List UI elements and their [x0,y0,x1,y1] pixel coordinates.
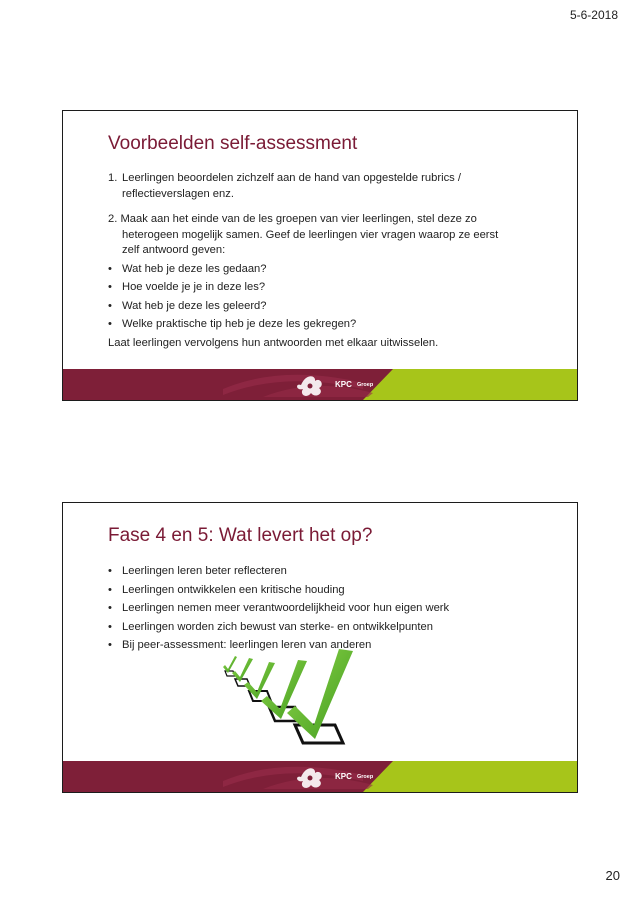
list-item: • Bij peer-assessment: leerlingen leren van anderen [108,638,558,654]
item-number: 1. [108,172,118,184]
slide-body [108,171,558,351]
item-text-continued: reflectieverslagen enz. [122,187,234,200]
logo-subtext: Groep [357,382,374,388]
slide-title: Fase 4 en 5: Wat levert het op? [108,525,373,546]
slide-title: Voorbeelden self-assessment [108,133,358,154]
list-item: • Welke praktische tip heb je deze les gekregen? [108,317,558,333]
numbered-item-2: 2. Maak aan het einde van de les groepen van vier leerlingen, stel deze zo [108,213,477,225]
logo-text: KPC [335,380,352,389]
bullet-icon: • [108,318,112,330]
item-text: Leerlingen beoordelen zichzelf aan de hand van opgestelde rubrics / [122,172,461,184]
list-item: • Wat heb je deze les geleerd? [108,299,558,315]
bullet-icon: • [108,299,112,312]
bullet-icon: • [108,620,112,633]
slide-date: 5-6-2018 [569,8,618,22]
numbered-item-1 [108,171,558,187]
logo-text: KPC [335,772,352,781]
item-text-continued: heterogeen mogelijk samen. Geef de leerlingen vier vragen waarop ze eerst [122,228,499,241]
logo-subtext: Groep [357,774,374,780]
slide-footer [63,369,577,400]
bullet-icon: • [108,639,112,651]
closing-text: Laat leerlingen vervolgens hun antwoorden met elkaar uitwisselen. [108,336,439,349]
slide-voorbeelden [62,110,578,401]
list-item: • Leerlingen worden zich bewust van sterke- en ontwikkelpunten [108,620,558,636]
bullet-icon: • [108,281,112,293]
item-text-continued: zelf antwoord geven: [122,244,226,256]
slide-footer [63,761,577,792]
list-item: • Leerlingen leren beter reflecteren [108,564,558,580]
bullet-icon: • [108,583,112,596]
list-item: • Wat heb je deze les gedaan? [108,262,558,278]
bullet-icon: • [108,262,112,275]
slide-body [108,561,558,654]
list-item: • Hoe voelde je je in deze les? [108,280,558,296]
list-item: • Leerlingen ontwikkelen een kritische houding [108,583,558,599]
slide-fase-4-en-5 [62,502,578,793]
checklist-checkmarks-icon [213,643,373,748]
list-item: • Leerlingen nemen meer verantwoordelijkheid voor hun eigen werk [108,601,558,617]
bullet-icon: • [108,602,112,614]
bullet-icon: • [108,565,112,577]
page-number: 20 [605,868,620,883]
